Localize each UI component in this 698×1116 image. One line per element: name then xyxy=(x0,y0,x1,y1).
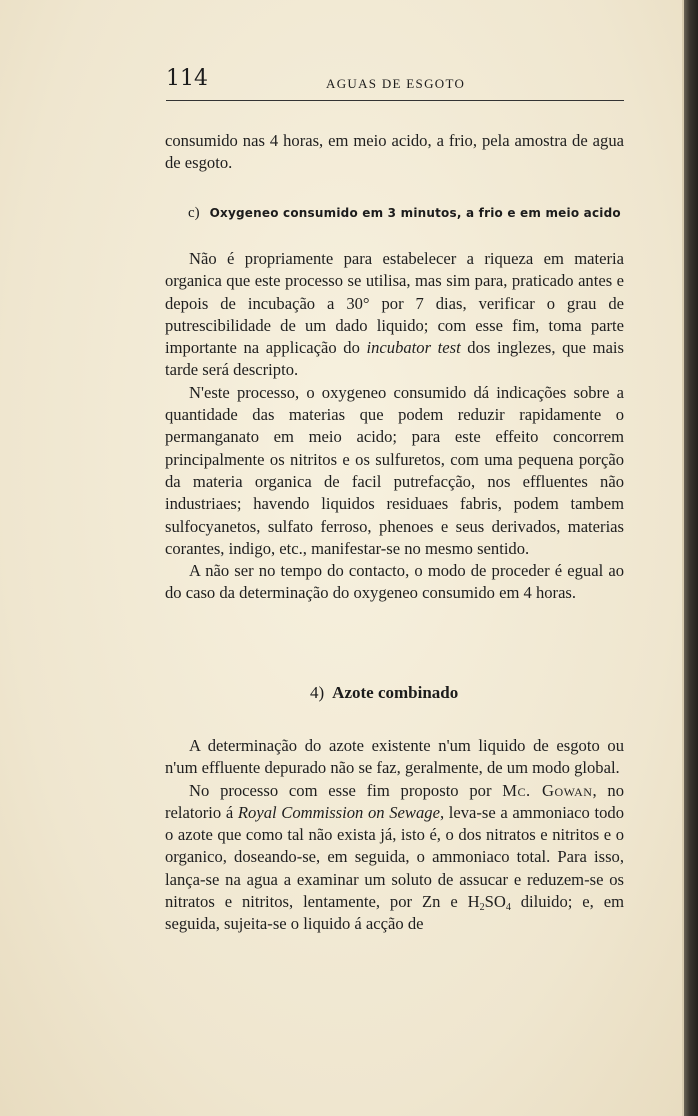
paragraph-5-text-3: , leva-se a ammoniaco todo o azote que como tal não exista já, isto é, o dos nitratos e nitritos e o organico, doseando-se, em seguida, o ammoniaco total. Para isso, lança-se na agua a examinar um soluto de assucar e reduzem-se os nitratos e nitritos, lentamente, por Zn e xyxy=(165,802,624,912)
intro-line: consumido nas 4 horas, em meio acido, a frio, pela amostra de agua de esgoto. xyxy=(165,131,624,173)
section-4-title: Azote combinado xyxy=(332,683,459,702)
chemical-formula xyxy=(467,892,511,914)
section-c-body xyxy=(165,248,624,605)
paragraph-5 xyxy=(165,780,624,936)
author-name: Mc. Gowan xyxy=(502,780,593,800)
section-c-marker: c) xyxy=(188,205,200,221)
running-title: AGUAS DE ESGOTO xyxy=(326,76,466,91)
formula-sub-4: 4 xyxy=(505,902,511,914)
paragraph-1-text-end: dos inglezes, que mais tarde será descripto. xyxy=(165,338,624,380)
paragraph-5-text-2: , no relatorio á xyxy=(165,780,624,822)
section-4-marker: 4) xyxy=(310,683,325,702)
section-heading-4 xyxy=(310,683,458,703)
formula-sub-2: 2 xyxy=(479,902,485,914)
paragraph-5-text: No processo com esse fim proposto por xyxy=(189,780,503,800)
paragraph-1 xyxy=(165,248,624,382)
running-header xyxy=(166,64,624,101)
page-number: 114 xyxy=(166,66,208,91)
formula-so: SO xyxy=(484,892,506,912)
paragraph-3: A não ser no tempo do contacto, o modo de proceder é egual ao do caso da determinação do oxygeneo consumido em 4 horas. xyxy=(165,561,624,603)
paragraph-1-text: Não é propriamente para estabelecer a riqueza em materia organica que este processo se utilisa, mas sim para, praticado antes e depois de incubação a 30° por 7 dias, verificar o grau de putrescibilidade de um dado liquido; com esse fim, toma parte importante na applicação do xyxy=(165,249,624,358)
paragraph-4: A determinação do azote existente n'um liquido de esgoto ou n'um effluente depurado não se faz, geralmente, de um modo global. xyxy=(165,736,624,778)
incubator-test-term: incubator test xyxy=(366,338,461,358)
commission-name: Royal Commission on Sewage xyxy=(237,802,440,822)
section-4-body xyxy=(165,735,624,936)
intro-paragraph xyxy=(165,130,624,175)
section-heading-c xyxy=(188,205,621,222)
paragraph-2: N'este processo, o oxygeneo consumido dá indicações sobre a quantidade das materias que podem reduzir rapidamente o permanganato em meio acido; para este effeito concorrem principalmente os nitritos e os sulfuretos, com uma pequena porção da materia organica de facil putrefacção, nos effluentes não industriaes; havendo liquidos residuaes fabris, podem tambem sulfocyanetos, sulfato ferroso, phenoes e seus derivados, materias corantes, indigo, etc., manifestar-se no mesmo sentido. xyxy=(165,382,624,558)
paragraph-5-text-4: diluido; e, em seguida, sujeita-se o liquido á acção de xyxy=(165,892,624,934)
page-edge-shadow xyxy=(684,0,698,1116)
formula-h: H xyxy=(467,892,480,912)
section-c-title: Oxygeneo consumido em 3 minutos, a frio e em meio acido xyxy=(209,206,621,220)
